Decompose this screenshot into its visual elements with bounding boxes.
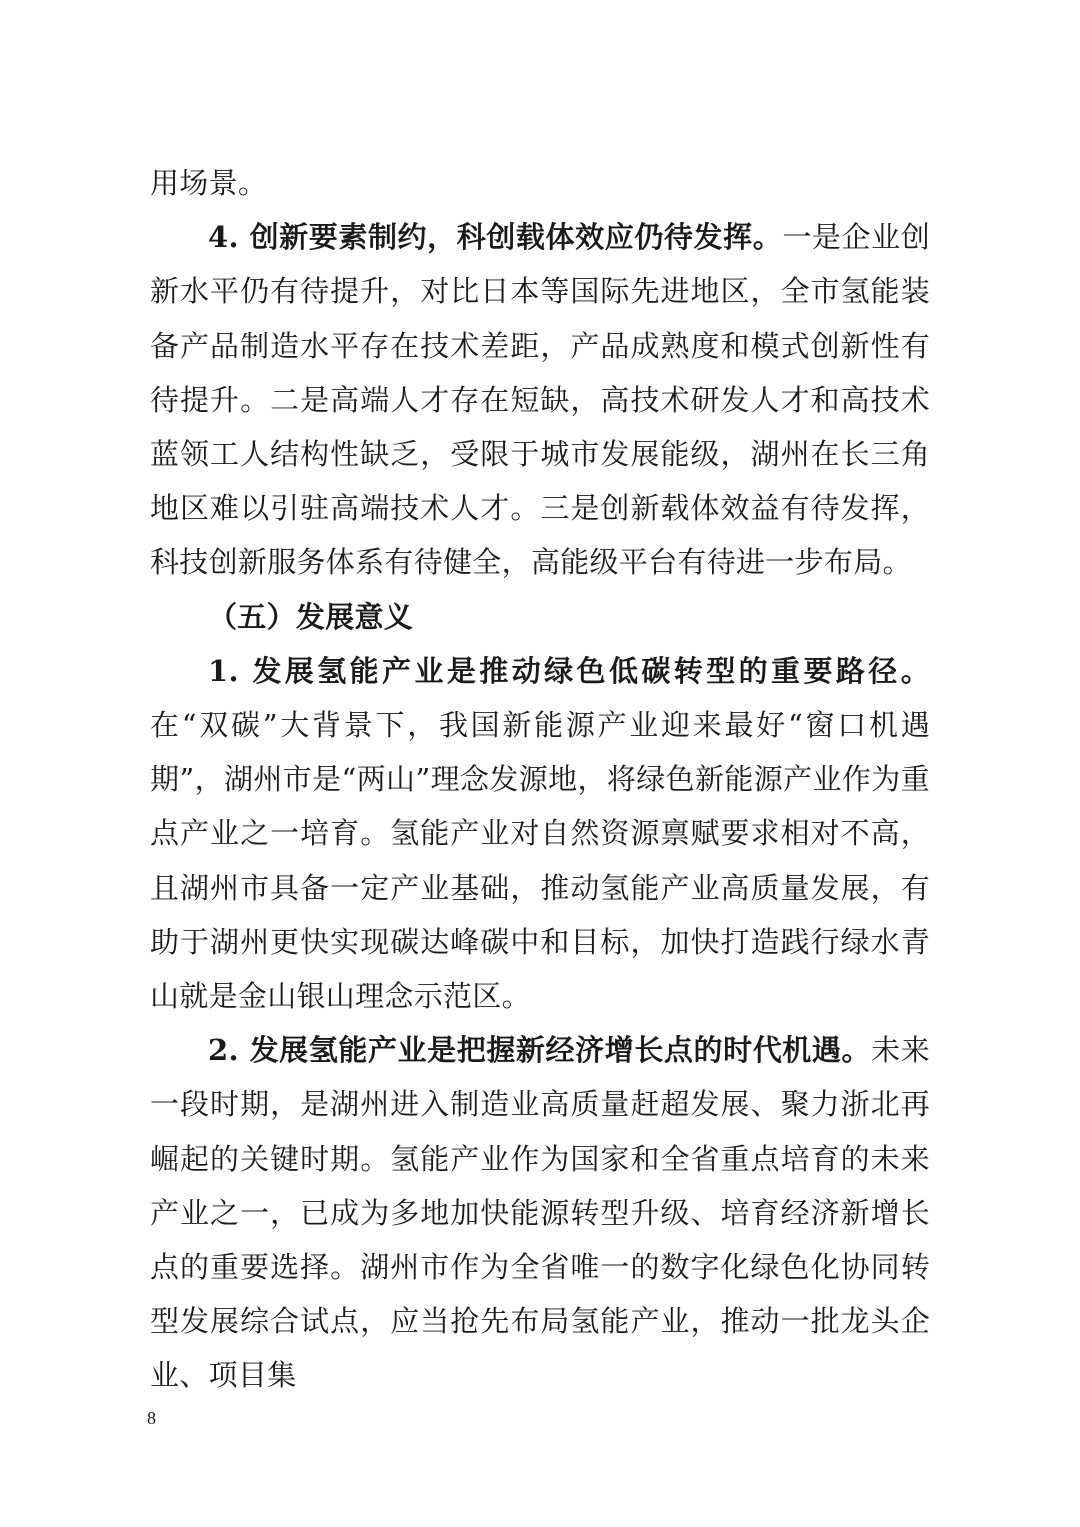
paragraph-text: 用场景。 (150, 166, 268, 200)
paragraph-continued (150, 156, 930, 210)
paragraph-innovation-constraints (150, 210, 930, 589)
body-text (150, 156, 930, 1403)
paragraph-lead-heading: 1. 发展氢能产业是推动绿色低碳转型的重要路径。 (208, 653, 930, 688)
paragraph-lead-heading: 4. 创新要素制约，科创载体效应仍待发挥。 (208, 220, 783, 255)
paragraph-text: 在“双碳”大背景下，我国新能源产业迎来最好“窗口机遇期”，湖州市是“两山”理念发源地，将绿色新能源产业作为重点产业之一培育。氢能产业对自然资源禀赋要求相对不高，且湖州市具备一定产业基础，推动氢能产业高质量发展，有助于湖州更快实现碳达峰碳中和目标，加快打造践行绿水青山就是金山银山理念示范区。 (150, 708, 930, 1014)
paragraph-growth-opportunity (150, 1023, 930, 1402)
paragraph-text: 未来一段时期，是湖州进入制造业高质量赶超发展、聚力浙北再崛起的关键时期。氢能产业作为国家和全省重点培育的未来产业之一，已成为多地加快能源转型升级、培育经济新增长点的重要选择。湖州市作为全省唯一的数字化绿色化协同转型发展综合试点，应当抢先布局氢能产业，推动一批龙头企业、项目集 (150, 1033, 930, 1393)
paragraph-green-transition (150, 644, 930, 1023)
page-number: 8 (147, 1408, 156, 1428)
paragraph-lead-heading: 2. 发展氢能产业是把握新经济增长点的时代机遇。 (208, 1033, 872, 1068)
paragraph-text: 一是企业创新水平仍有待提升，对比日本等国际先进地区，全市氢能装备产品制造水平存在技术差距，产品成熟度和模式创新性有待提升。二是高端人才存在短缺，高技术研发人才和高技术蓝领工人结构性缺乏，受限于城市发展能级，湖州在长三角地区难以引驻高端技术人才。三是创新载体效益有待发挥，科技创新服务体系有待健全，高能级平台有待进一步布局。 (150, 220, 930, 580)
section-heading: （五）发展意义 (208, 599, 414, 634)
